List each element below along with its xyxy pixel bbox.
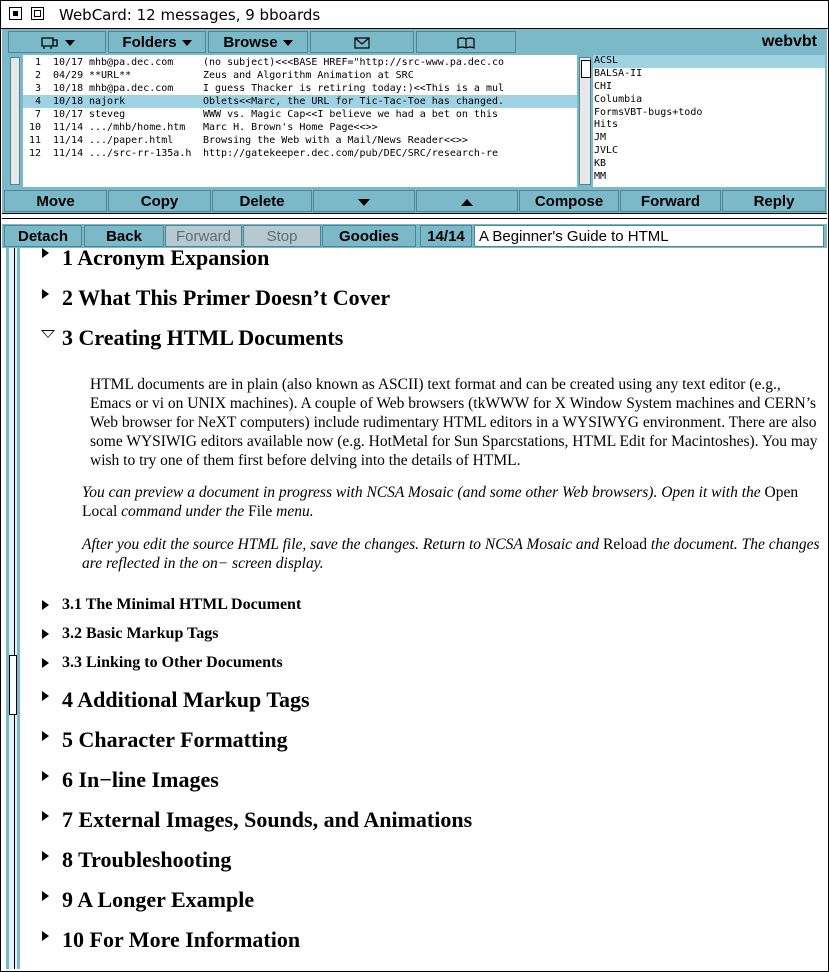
chevron-down-icon — [65, 40, 75, 46]
bboard-item[interactable]: KB — [594, 158, 607, 170]
bboard-list-scrollbar[interactable] — [579, 57, 591, 185]
message-subject: WWW vs. Magic Cap<<I believe we had a bet on this — [203, 109, 499, 120]
message-date: 10/18 — [53, 96, 84, 107]
bboard-item[interactable]: CHI — [594, 80, 613, 92]
new-mail-button[interactable] — [310, 31, 414, 53]
message-subject: http://gatekeeper.dec.com/pub/DEC/SRC/research-re — [203, 148, 499, 159]
message-row[interactable] — [23, 56, 577, 69]
message-date: 04/29 — [53, 70, 84, 81]
text: menu. — [276, 503, 314, 520]
user-name: webvbt — [761, 33, 817, 50]
bboard-item[interactable]: Hits — [594, 119, 619, 131]
text: command under the — [121, 503, 245, 520]
window-title: WebCard: 12 messages, 9 bboards — [59, 6, 321, 24]
message-num: 2 — [34, 70, 41, 81]
message-from: **URL** — [89, 70, 132, 81]
expand-triangle-icon[interactable] — [42, 600, 49, 610]
browser-nav-bar — [2, 224, 827, 248]
copy-button[interactable]: Copy — [108, 190, 211, 212]
section-heading[interactable]: 9 A Longer Example — [62, 887, 255, 912]
goodies-label: Goodies — [338, 228, 399, 245]
folders-menu-button[interactable] — [108, 31, 206, 53]
page-count: 14/14 — [420, 225, 472, 247]
bboard-item[interactable]: Columbia — [594, 93, 643, 105]
bboard-book-button[interactable] — [416, 31, 516, 53]
message-panel — [2, 55, 827, 189]
message-num: 7 — [34, 109, 41, 120]
message-from: .../mhb/home.htm — [89, 122, 186, 133]
bboard-item[interactable]: JM — [594, 132, 607, 144]
expand-triangle-icon[interactable] — [42, 891, 49, 901]
expand-triangle-icon[interactable] — [42, 658, 49, 668]
section-heading[interactable]: 3 Creating HTML Documents — [62, 325, 344, 350]
previous-message-button[interactable] — [416, 190, 518, 212]
delete-button[interactable]: Delete — [212, 190, 312, 212]
message-from: .../src-rr-135a.h — [89, 148, 192, 159]
section-heading[interactable]: 2 What This Primer Doesn’t Cover — [62, 285, 391, 310]
message-list[interactable] — [23, 55, 577, 187]
message-num: 11 — [28, 135, 41, 146]
text: After you edit the source HTML file, save the changes. Return to NCSA Mosaic and — [82, 536, 600, 553]
iconify-window-button[interactable] — [31, 7, 44, 20]
reply-label: Reply — [753, 193, 795, 210]
message-row[interactable] — [23, 69, 577, 82]
message-from: mhb@pa.dec.com — [89, 57, 174, 68]
document-scrollbar[interactable] — [6, 248, 20, 969]
message-from: mhb@pa.dec.com — [89, 83, 174, 94]
goodies-menu-button[interactable] — [322, 225, 416, 247]
envelope-icon — [354, 37, 370, 49]
message-date: 10/17 — [53, 109, 84, 120]
document-view — [2, 248, 827, 971]
subsection-heading[interactable]: 3.2 Basic Markup Tags — [62, 625, 219, 642]
message-subject: Marc H. Brown's Home Page<<>> — [203, 122, 378, 133]
folders-label: Folders — [122, 34, 177, 51]
expand-triangle-icon[interactable] — [42, 851, 49, 861]
forward-page-button[interactable]: Forward — [165, 225, 242, 247]
subsection-heading[interactable]: 3.1 The Minimal HTML Document — [62, 596, 302, 613]
section-heading[interactable]: 6 In−line Images — [62, 767, 219, 792]
browse-label: Browse — [223, 34, 278, 51]
bboard-item[interactable]: FormsVBT-bugs+todo — [594, 106, 703, 118]
section-heading[interactable]: 4 Additional Markup Tags — [62, 687, 310, 712]
move-button[interactable]: Move — [4, 190, 107, 212]
message-row[interactable] — [23, 134, 577, 147]
document-title-field[interactable]: A Beginner's Guide to HTML — [474, 225, 824, 247]
close-window-button[interactable] — [9, 7, 22, 20]
bboard-item[interactable]: ACSL — [593, 55, 825, 68]
section-heading[interactable]: 8 Troubleshooting — [62, 847, 232, 872]
message-subject: I guess Thacker is retiring today:)<<This is a mul — [203, 83, 505, 94]
menu-item-name: Open Local — [82, 484, 799, 520]
compose-button[interactable]: Compose — [519, 190, 619, 212]
next-message-button[interactable] — [313, 190, 415, 212]
mailbox-menu-button[interactable] — [8, 31, 106, 53]
message-row[interactable] — [23, 95, 577, 108]
expand-triangle-icon[interactable] — [42, 931, 49, 941]
bboard-list[interactable] — [593, 55, 825, 187]
expand-triangle-icon[interactable] — [42, 731, 49, 741]
scroll-line — [14, 248, 15, 969]
mail-toolbar — [2, 29, 827, 55]
arrow-up-icon — [461, 199, 473, 206]
forward-message-button[interactable]: Forward — [620, 190, 721, 212]
scroll-thumb[interactable] — [9, 655, 17, 715]
italic-paragraph — [82, 535, 822, 573]
message-num: 12 — [28, 148, 41, 159]
document-content — [22, 248, 822, 969]
mailbox-icon — [40, 35, 60, 51]
message-date: 11/14 — [53, 148, 84, 159]
menu-name: File — [248, 503, 273, 520]
message-row[interactable] — [23, 147, 577, 160]
book-icon — [457, 37, 475, 49]
message-from: najork — [89, 96, 126, 107]
bboard-item[interactable]: MM — [594, 171, 607, 183]
scroll-thumb[interactable] — [581, 60, 591, 78]
message-subject: Browsing the Web with a Mail/News Reader<<>> — [203, 135, 468, 146]
collapse-triangle-icon[interactable] — [42, 331, 54, 338]
section-heading[interactable]: 1 Acronym Expansion — [62, 248, 270, 270]
browse-menu-button[interactable] — [208, 31, 308, 53]
text: the document. The changes are reflected in the on− screen display. — [82, 536, 820, 572]
paragraph: HTML documents are in plain (also known as ASCII) text format and can be created using any text editor (e.g., Emacs or vi on UNIX machines). A couple of Web browsers (tkWWW for X Window System machines and CERN’s Web browser for NeXT computers) include rudimentary HTML editors in a WYSIWYG environment. There are also some WYSIWIG editors available now (e.g. HotMetal for Sun Sparcstations, HTML Edit for Macintoshes). You may wish to try one of them first before delving into the details of HTML. — [90, 376, 818, 469]
message-num: 1 — [34, 57, 41, 68]
reply-menu-button[interactable] — [722, 190, 826, 212]
message-num: 10 — [28, 122, 41, 133]
message-row[interactable] — [23, 82, 577, 95]
message-date: 11/14 — [53, 135, 84, 146]
section-heading[interactable]: 5 Character Formatting — [62, 727, 288, 752]
bboard-item[interactable]: BALSA-II — [594, 67, 643, 79]
section-heading[interactable]: 7 External Images, Sounds, and Animations — [62, 807, 473, 832]
chevron-down-icon — [182, 40, 192, 46]
message-date: 10/17 — [53, 57, 84, 68]
arrow-down-icon — [358, 199, 370, 206]
message-date: 10/18 — [53, 83, 84, 94]
command-name: Reload — [603, 536, 647, 553]
text: You can preview a document in progress with NCSA Mosaic (and some other Web browsers). Open it with the — [82, 484, 761, 501]
detach-button[interactable]: Detach — [4, 225, 82, 247]
message-num: 4 — [34, 96, 41, 107]
message-list-scrollbar[interactable] — [10, 57, 20, 185]
message-row[interactable] — [23, 121, 577, 134]
expand-triangle-icon[interactable] — [42, 248, 49, 258]
expand-triangle-icon[interactable] — [42, 629, 49, 639]
message-subject: (no subject)<<<BASE HREF="http://src-www.pa.dec.co — [203, 57, 505, 68]
message-from: steveg — [89, 109, 126, 120]
message-subject: Zeus and Algorithm Animation at SRC — [203, 70, 414, 81]
expand-triangle-icon[interactable] — [42, 771, 49, 781]
message-from: .../paper.html — [89, 135, 174, 146]
message-num: 3 — [34, 83, 41, 94]
message-date: 11/14 — [53, 122, 84, 133]
italic-paragraph — [82, 483, 822, 521]
message-action-bar — [2, 189, 827, 213]
message-subject: Oblets<<Marc, the URL for Tic-Tac-Toe has changed. — [203, 96, 505, 107]
scroll-track[interactable] — [9, 248, 17, 969]
back-button[interactable]: Back — [84, 225, 164, 247]
stop-button[interactable]: Stop — [243, 225, 321, 247]
expand-triangle-icon[interactable] — [42, 289, 49, 299]
message-row[interactable] — [23, 108, 577, 121]
expand-triangle-icon[interactable] — [42, 691, 49, 701]
bboard-item[interactable]: JVLC — [594, 145, 619, 157]
subsection-heading[interactable]: 3.3 Linking to Other Documents — [62, 654, 283, 671]
title-bar[interactable] — [1, 1, 828, 29]
expand-triangle-icon[interactable] — [42, 811, 49, 821]
chevron-down-icon — [283, 40, 293, 46]
section-heading[interactable]: 10 For More Information — [62, 927, 301, 952]
